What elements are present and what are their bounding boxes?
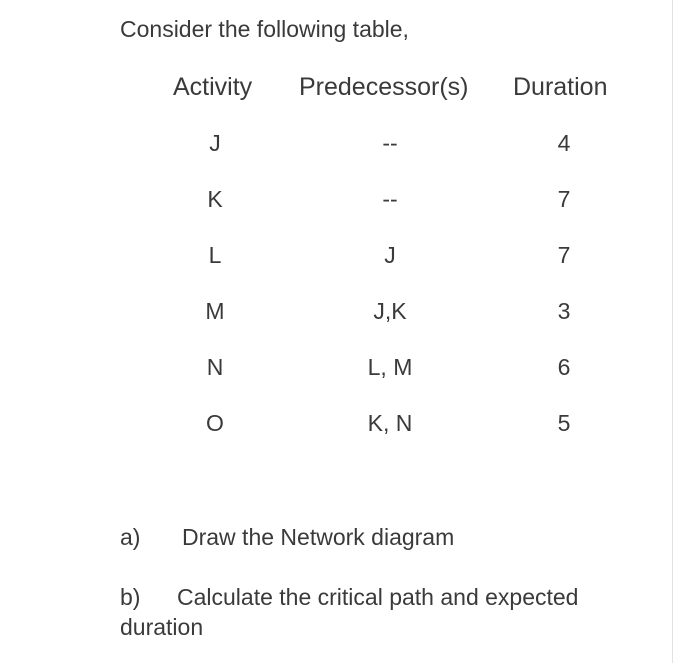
cell-duration: 4 — [557, 130, 571, 156]
cell-duration: 6 — [557, 354, 571, 380]
table-row — [0, 184, 700, 240]
cell-activity: N — [206, 354, 224, 380]
cell-predecessors: K, N — [367, 410, 413, 436]
cell-predecessors: J,K — [373, 298, 407, 324]
cell-predecessors: -- — [382, 186, 398, 212]
cell-duration: 7 — [557, 186, 571, 212]
cell-duration: 3 — [557, 298, 571, 324]
cell-predecessors: L, M — [367, 354, 413, 380]
cell-activity: O — [206, 410, 224, 436]
cell-predecessors: J — [384, 242, 396, 268]
cell-duration: 5 — [557, 410, 571, 436]
question-a-label: a) — [120, 524, 141, 550]
cell-activity: J — [209, 130, 221, 156]
intro-text: Consider the following table, — [120, 16, 409, 42]
question-a — [120, 522, 454, 552]
header-predecessors: Predecessor(s) — [299, 73, 469, 101]
header-activity: Activity — [173, 73, 253, 101]
header-duration: Duration — [513, 73, 608, 101]
activity-table — [0, 128, 700, 464]
question-b-text: Calculate the critical path and expected duration — [120, 584, 579, 640]
table-row — [0, 408, 700, 464]
table-row — [0, 296, 700, 352]
table-row — [0, 352, 700, 408]
question-b — [120, 582, 640, 642]
cell-activity: K — [207, 186, 223, 212]
cell-duration: 7 — [557, 242, 571, 268]
cell-activity: M — [205, 298, 225, 324]
question-b-label: b) — [120, 584, 141, 610]
table-row — [0, 240, 700, 296]
cell-predecessors: -- — [382, 130, 398, 156]
question-a-text: Draw the Network diagram — [182, 524, 455, 550]
cell-activity: L — [208, 242, 222, 268]
table-row — [0, 128, 700, 184]
